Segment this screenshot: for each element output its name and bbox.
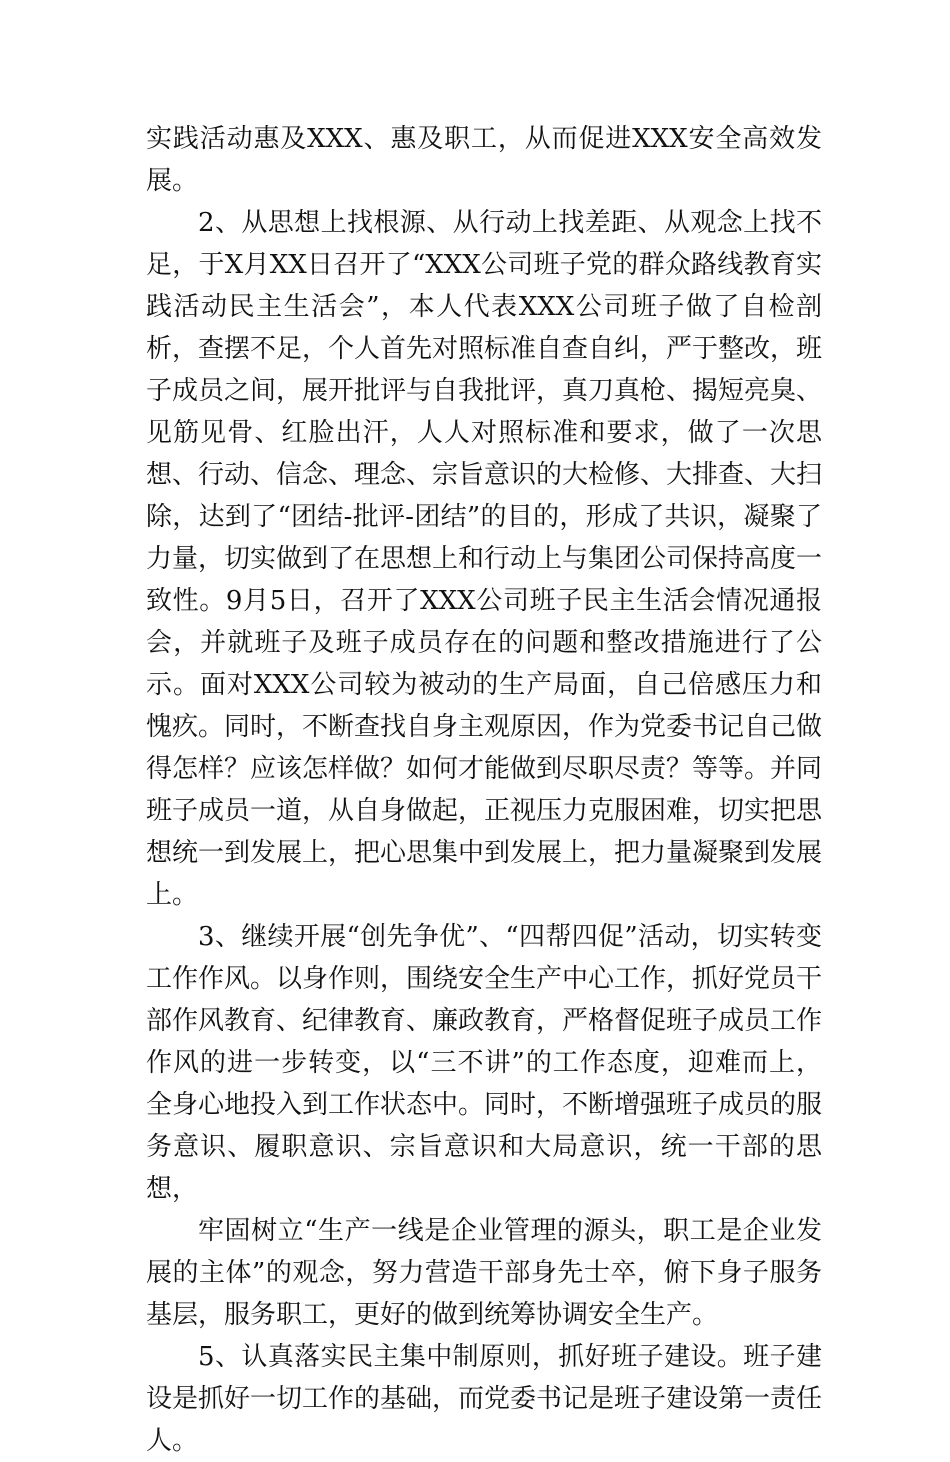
paragraph-item-3: 3、继续开展“创先争优”、“四帮四促”活动，切实转变工作作风。以身作则，围绕安全生产中心工作，抓好党员干部作风教育、纪律教育、廉政教育，严格督促班子成员工作作风的进一步转变，以“三不讲”的工作态度，迎难而上，全身心地投入到工作状态中。同时，不断增强班子成员的服务意识、履职意识、宗旨意识和大局意识，统一干部的思想， [146, 922, 823, 1204]
paragraph-item-5: 5、认真落实民主集中制原则，抓好班子建设。班子建设是抓好一切工作的基础，而党委书记是班子建设第一责任人。 [146, 1342, 823, 1456]
paragraph-item-3-continued: 牢固树立“生产一线是企业管理的源头，职工是企业发展的主体”的观念，努力营造干部身先士卒，俯下身子服务基层，服务职工，更好的做到统筹协调安全生产。 [146, 1216, 822, 1330]
document-body [146, 118, 822, 1462]
paragraph-item-2: 2、从思想上找根源、从行动上找差距、从观念上找不足，于X月XX日召开了“XXX公司班子党的群众路线教育实践活动民主生活会”，本人代表XXX公司班子做了自检剖析，查摆不足，个人首先对照标准自查自纠，严于整改，班子成员之间，展开批评与自我批评，真刀真枪、揭短亮臭、见筋见骨、红脸出汗，人人对照标准和要求，做了一次思想、行动、信念、理念、宗旨意识的大检修、大排查、大扫除，达到了“团结-批评-团结”的目的，形成了共识，凝聚了力量，切实做到了在思想上和行动上与集团公司保持高度一致性。9月5日，召开了XXX公司班子民主生活会情况通报会，并就班子及班子成员存在的问题和整改措施进行了公示。面对XXX公司较为被动的生产局面，自己倍感压力和愧疚。同时，不断查找自身主观原因，作为党委书记自己做得怎样？应该怎样做？如何才能做到尽职尽责？等等。并同班子成员一道，从自身做起，正视压力克服困难，切实把思想统一到发展上，把心思集中到发展上，把力量凝聚到发展上。 [146, 208, 823, 910]
paragraph-continuation: 实践活动惠及XXX、惠及职工，从而促进XXX安全高效发展。 [146, 124, 822, 196]
